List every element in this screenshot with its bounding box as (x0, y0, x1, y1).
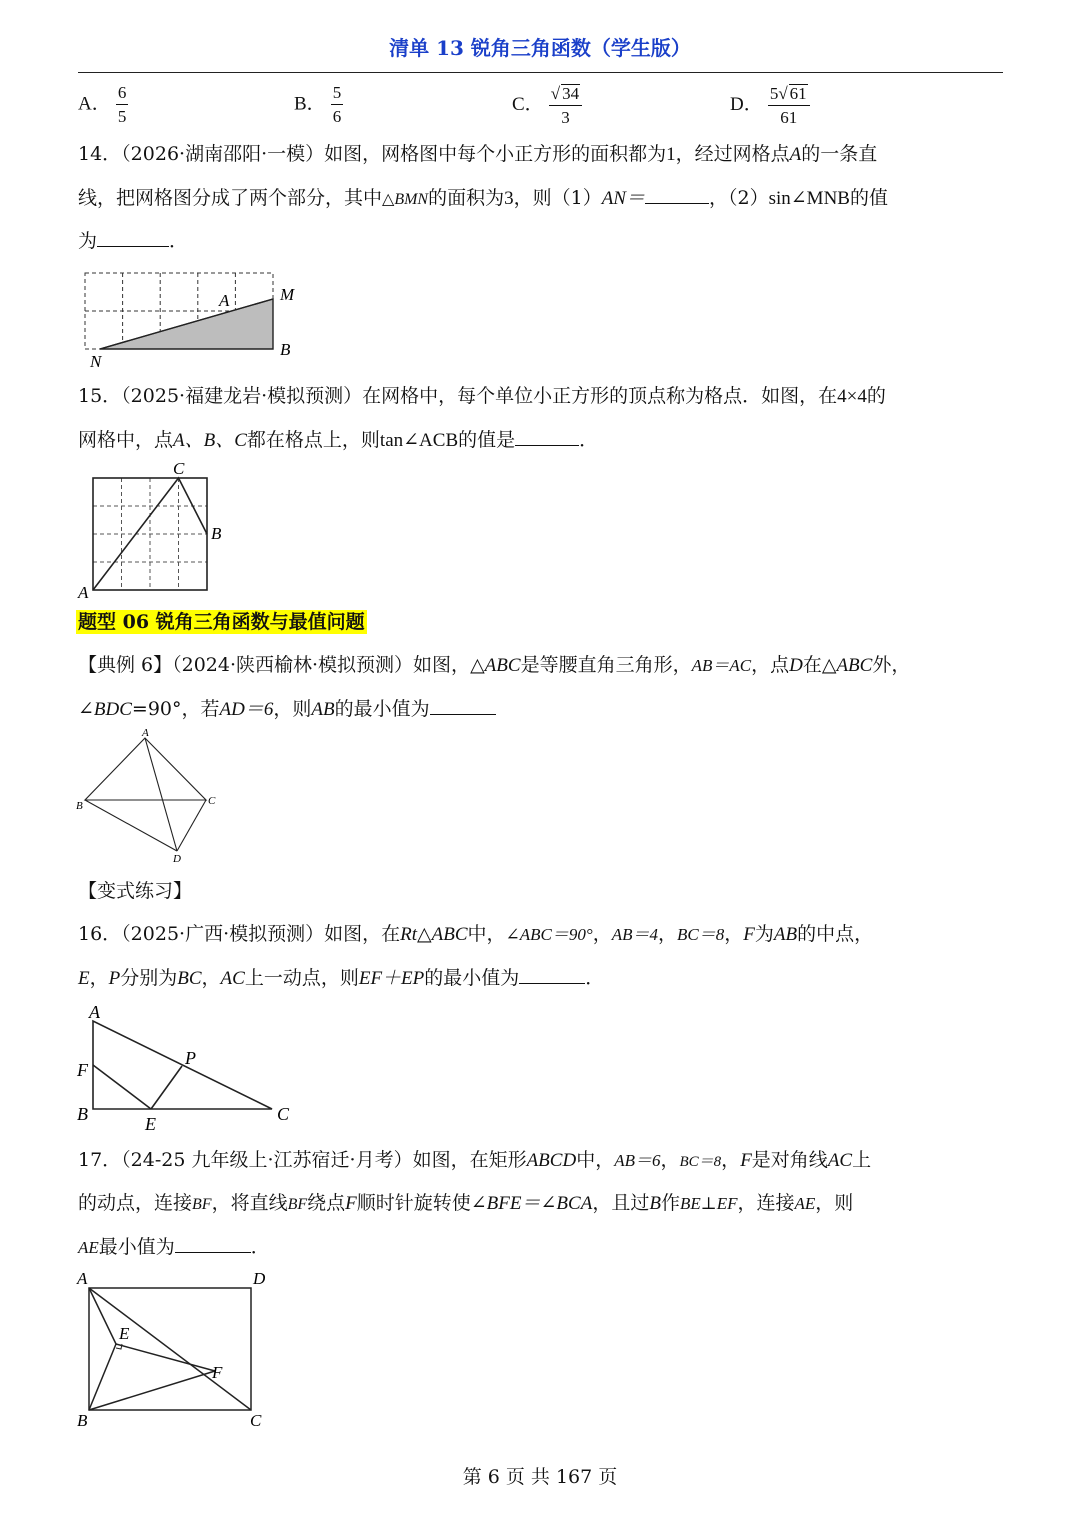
q14-label-a: A (219, 291, 230, 310)
q14-label-n: N (90, 352, 102, 371)
option-d-fraction: $\frac{5√ 61}{61}$ (768, 84, 810, 127)
ex6-label-c: C (208, 795, 216, 807)
q16-label-a: A (89, 1002, 100, 1022)
q17-line-1: 17．（24-25 九年级上·江苏宿迁·月考）如图，在矩形ABCD中，AB＝6，BC＝8，F是对角线AC上 (78, 1149, 872, 1171)
option-a-label: A． (78, 93, 111, 115)
q17-label-c: C (250, 1411, 262, 1430)
q16-label-p: P (185, 1048, 196, 1068)
q16-label-b: B (77, 1104, 88, 1124)
ex6-label-d: D (173, 853, 181, 865)
q17-line-2: 的动点，连接BF，将直线BF绕点F顺时针旋转使∠BFE＝∠BCA，且过B作BE⊥EF，连接AE，则 (78, 1192, 854, 1214)
option-a-fraction: $\frac{6}{5}$ (117, 83, 127, 126)
example6-answer-blank[interactable] (430, 696, 496, 715)
option-d-label: D． (730, 94, 763, 115)
q15-line-2: 网格中，点A、B、C都在格点上，则tan∠ACB的值是 ． (78, 429, 599, 451)
option-c (512, 84, 582, 127)
q17-label-b: B (77, 1411, 88, 1430)
option-d (730, 84, 810, 127)
option-b-fraction: $\frac{5}{6}$ (332, 83, 342, 126)
q17-label-e: E (119, 1324, 130, 1343)
q17-label-a: A (77, 1269, 88, 1288)
example6-line-2: ∠BDC=90°，若AD＝6，则AB的最小值为 (78, 696, 496, 722)
q17-label-d: D (253, 1269, 266, 1288)
ex6-label-a: A (142, 727, 149, 739)
example6-line-1: 【典例 6】（2024·陕西榆林·模拟预测）如图，△ABC是等腰直角三角形，AB＝AC，点D在△ABC外， (78, 654, 911, 676)
q14-label-b: B (280, 340, 291, 359)
q14-answer-blank-1[interactable] (645, 185, 709, 204)
page-header-title: 清单 13 锐角三角函数（学生版） (389, 36, 691, 60)
q15-label-a: A (78, 583, 89, 602)
header-divider (78, 72, 1003, 73)
q14-line-1: 14．（2026·湖南邵阳·一模）如图，网格图中每个小正方形的面积都为1，经过网格点A的一条直 (78, 143, 878, 165)
option-b-label: B． (294, 93, 326, 115)
q16-line-2: E，P分别为BC，AC上一动点，则EF＋EP的最小值为 ． (78, 967, 605, 989)
q16-label-e: E (145, 1114, 156, 1134)
q14-answer-blank-2[interactable] (97, 228, 169, 247)
q16-figure (72, 998, 302, 1138)
q17-answer-blank[interactable] (175, 1234, 251, 1253)
section-heading: 题型 06 锐角三角函数与最值问题 (78, 611, 365, 633)
ex6-label-b: B (76, 800, 83, 812)
q15-grid-figure (74, 456, 234, 602)
option-c-label: C． (512, 94, 544, 115)
option-b (294, 84, 343, 126)
example6-figure (70, 724, 230, 866)
option-c-fraction: $\frac{√ 34}{3}$ (549, 84, 582, 127)
q14-label-m: M (280, 285, 295, 304)
q16-label-c: C (277, 1104, 290, 1124)
q17-figure (72, 1266, 282, 1434)
q14-line-3: 为 ． (78, 230, 189, 252)
q17-label-f: F (212, 1363, 223, 1382)
q15-answer-blank[interactable] (515, 427, 579, 446)
q16-answer-blank[interactable] (519, 965, 585, 984)
q17-line-3: AE最小值为 ． (78, 1236, 270, 1258)
page-footer: 第 6 页 共 167 页 (462, 1466, 618, 1488)
variation-heading: 【变式练习】 (78, 880, 193, 902)
q16-label-f: F (77, 1060, 88, 1080)
q15-line-1: 15．（2025·福建龙岩·模拟预测）在网格中，每个单位小正方形的顶点称为格点．如图，在4×4的 (78, 385, 886, 407)
option-a (78, 84, 128, 126)
q14-line-2: 线，把网格图分成了两个部分，其中△BMN的面积为3，则（1）AN＝ ，（2）sin∠MNB的值 (78, 187, 888, 209)
q14-grid-figure (78, 266, 318, 372)
q15-label-b: B (211, 524, 222, 543)
q15-label-c: C (173, 459, 185, 478)
q16-line-1: 16．（2025·广西·模拟预测）如图，在Rt△ABC中，∠ABC＝90°，AB＝4，BC＝8，F为AB的中点， (78, 923, 874, 945)
